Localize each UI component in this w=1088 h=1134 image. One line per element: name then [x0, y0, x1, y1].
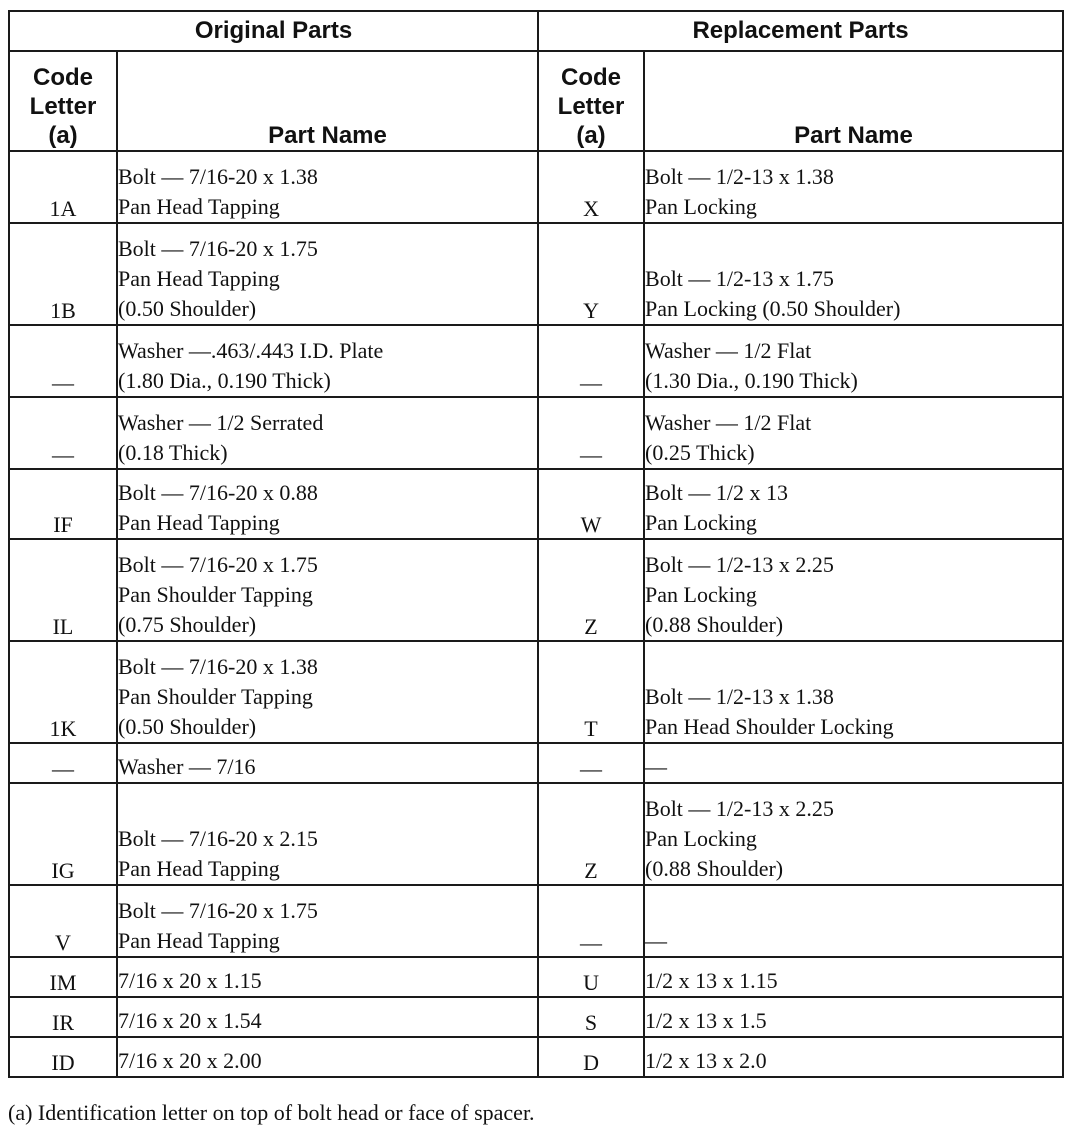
part-name-line: (0.75 Shoulder) [118, 612, 257, 637]
parts-row [9, 151, 1063, 223]
original-part-name [117, 151, 538, 223]
part-name-line: Bolt — 1/2-13 x 2.25 [645, 796, 834, 821]
replacement-part-name [644, 783, 1063, 885]
code-label-line: Code [33, 64, 93, 91]
part-name-line: Bolt — 7/16-20 x 1.38 [118, 164, 318, 189]
code-label-line: (a) [48, 122, 78, 149]
original-code-letter: IM [9, 957, 117, 997]
replacement-part-name [644, 223, 1063, 325]
part-name-line: Washer — 1/2 Flat [645, 338, 812, 363]
original-parts-header: Original Parts [9, 11, 538, 51]
part-name-line: 1/2 x 13 x 1.5 [645, 1008, 767, 1033]
part-name-line: (0.50 Shoulder) [118, 296, 257, 321]
part-name-line: Bolt — 7/16-20 x 1.75 [118, 552, 318, 577]
part-name-line: (0.25 Thick) [645, 440, 755, 465]
part-name-line: Washer — 1/2 Flat [645, 410, 812, 435]
part-name-line: Washer —.463/.443 I.D. Plate [118, 338, 384, 363]
code-label-line: Letter [557, 93, 625, 120]
original-part-name [117, 783, 538, 885]
original-part-name [117, 325, 538, 397]
replacement-part-name [644, 641, 1063, 743]
replacement-part-name [644, 325, 1063, 397]
part-name-line: Pan Locking [645, 826, 757, 851]
replacement-part-name [644, 957, 1063, 997]
part-name-line: Pan Locking (0.50 Shoulder) [645, 296, 901, 321]
parts-table-container [8, 10, 1062, 1078]
part-name-line: Pan Head Tapping [118, 856, 280, 881]
original-part-name [117, 397, 538, 469]
part-name-line: Bolt — 1/2-13 x 1.38 [645, 684, 834, 709]
original-part-name [117, 641, 538, 743]
part-name-line: Washer — 7/16 [118, 754, 256, 779]
original-code-letter: ID [9, 1037, 117, 1077]
replacement-code-letter-header [538, 51, 644, 151]
part-name-line: Pan Shoulder Tapping [118, 684, 313, 709]
parts-row [9, 1037, 1063, 1077]
replacement-code-letter: S [538, 997, 644, 1037]
parts-table [8, 10, 1064, 1078]
original-code-letter-header [9, 51, 117, 151]
parts-table-body [9, 151, 1063, 1077]
part-name-line: Pan Locking [645, 510, 757, 535]
original-code-letter: IG [9, 783, 117, 885]
replacement-code-letter: Y [538, 223, 644, 325]
replacement-part-name [644, 397, 1063, 469]
part-name-line: (0.88 Shoulder) [645, 612, 784, 637]
part-name-line: Washer — 1/2 Serrated [118, 410, 324, 435]
part-name-line: 7/16 x 20 x 2.00 [118, 1048, 262, 1073]
replacement-code-letter: W [538, 469, 644, 539]
parts-row [9, 641, 1063, 743]
replacement-part-name [644, 151, 1063, 223]
replacement-part-name [644, 539, 1063, 641]
original-code-letter: IR [9, 997, 117, 1037]
part-name-line: Bolt — 1/2-13 x 1.38 [645, 164, 834, 189]
part-name-line: Bolt — 7/16-20 x 0.88 [118, 480, 318, 505]
part-name-line: Pan Head Tapping [118, 194, 280, 219]
part-name-line: Bolt — 1/2-13 x 1.75 [645, 266, 834, 291]
part-name-line: 1/2 x 13 x 2.0 [645, 1048, 767, 1073]
original-part-name [117, 743, 538, 783]
parts-row [9, 885, 1063, 957]
part-name-line: Pan Head Tapping [118, 928, 280, 953]
replacement-code-letter: — [538, 743, 644, 783]
original-code-letter: IF [9, 469, 117, 539]
replacement-code-letter: X [538, 151, 644, 223]
part-name-line: Pan Head Tapping [118, 510, 280, 535]
part-name-line: Bolt — 1/2 x 13 [645, 480, 789, 505]
part-name-line: Bolt — 7/16-20 x 2.15 [118, 826, 318, 851]
original-part-name-header: Part Name [117, 51, 538, 151]
parts-row [9, 223, 1063, 325]
replacement-part-name [644, 469, 1063, 539]
part-name-line: Bolt — 1/2-13 x 2.25 [645, 552, 834, 577]
footnote: (a) Identification letter on top of bolt head or face of spacer. [8, 1100, 535, 1125]
part-name-line: 7/16 x 20 x 1.15 [118, 968, 262, 993]
part-name-line: (1.30 Dia., 0.190 Thick) [645, 368, 858, 393]
replacement-part-name-header: Part Name [644, 51, 1063, 151]
part-name-line: Pan Shoulder Tapping [118, 582, 313, 607]
parts-row [9, 539, 1063, 641]
original-code-letter: 1K [9, 641, 117, 743]
original-part-name [117, 469, 538, 539]
replacement-code-letter: T [538, 641, 644, 743]
part-name-line: (1.80 Dia., 0.190 Thick) [118, 368, 331, 393]
replacement-part-name [644, 997, 1063, 1037]
replacement-part-name [644, 885, 1063, 957]
part-name-line: Bolt — 7/16-20 x 1.75 [118, 898, 318, 923]
original-code-letter: V [9, 885, 117, 957]
original-part-name [117, 997, 538, 1037]
replacement-code-letter: — [538, 397, 644, 469]
code-label-line: Code [561, 64, 622, 91]
replacement-part-name [644, 1037, 1063, 1077]
part-name-line: 7/16 x 20 x 1.54 [118, 1008, 262, 1033]
part-name-line: (0.88 Shoulder) [645, 856, 784, 881]
original-part-name [117, 539, 538, 641]
part-name-line: Bolt — 7/16-20 x 1.38 [118, 654, 318, 679]
replacement-parts-header: Replacement Parts [538, 11, 1063, 51]
part-name-line: Pan Locking [645, 582, 757, 607]
part-name-line: — [645, 928, 668, 953]
replacement-code-letter: — [538, 325, 644, 397]
original-code-letter: — [9, 397, 117, 469]
parts-row [9, 397, 1063, 469]
code-label-line: Letter [29, 93, 97, 120]
part-name-line: Bolt — 7/16-20 x 1.75 [118, 236, 318, 261]
parts-row [9, 997, 1063, 1037]
original-code-letter: — [9, 743, 117, 783]
parts-row [9, 325, 1063, 397]
part-name-line: Pan Head Shoulder Locking [645, 714, 894, 739]
part-name-line: — [645, 754, 668, 779]
part-name-line: Pan Head Tapping [118, 266, 280, 291]
replacement-code-letter: Z [538, 539, 644, 641]
replacement-code-letter: Z [538, 783, 644, 885]
original-part-name [117, 957, 538, 997]
parts-row [9, 957, 1063, 997]
code-label-line: (a) [576, 122, 606, 149]
column-header-row [9, 51, 1063, 151]
original-code-letter: 1A [9, 151, 117, 223]
group-header-row [9, 11, 1063, 51]
original-part-name [117, 223, 538, 325]
original-code-letter: 1B [9, 223, 117, 325]
original-part-name [117, 1037, 538, 1077]
parts-row [9, 743, 1063, 783]
part-name-line: (0.50 Shoulder) [118, 714, 257, 739]
replacement-code-letter: U [538, 957, 644, 997]
part-name-line: (0.18 Thick) [118, 440, 228, 465]
replacement-code-letter: D [538, 1037, 644, 1077]
part-name-line: 1/2 x 13 x 1.15 [645, 968, 778, 993]
original-part-name [117, 885, 538, 957]
part-name-line: Pan Locking [645, 194, 757, 219]
parts-row [9, 783, 1063, 885]
original-code-letter: IL [9, 539, 117, 641]
parts-row [9, 469, 1063, 539]
original-code-letter: — [9, 325, 117, 397]
replacement-code-letter: — [538, 885, 644, 957]
replacement-part-name [644, 743, 1063, 783]
